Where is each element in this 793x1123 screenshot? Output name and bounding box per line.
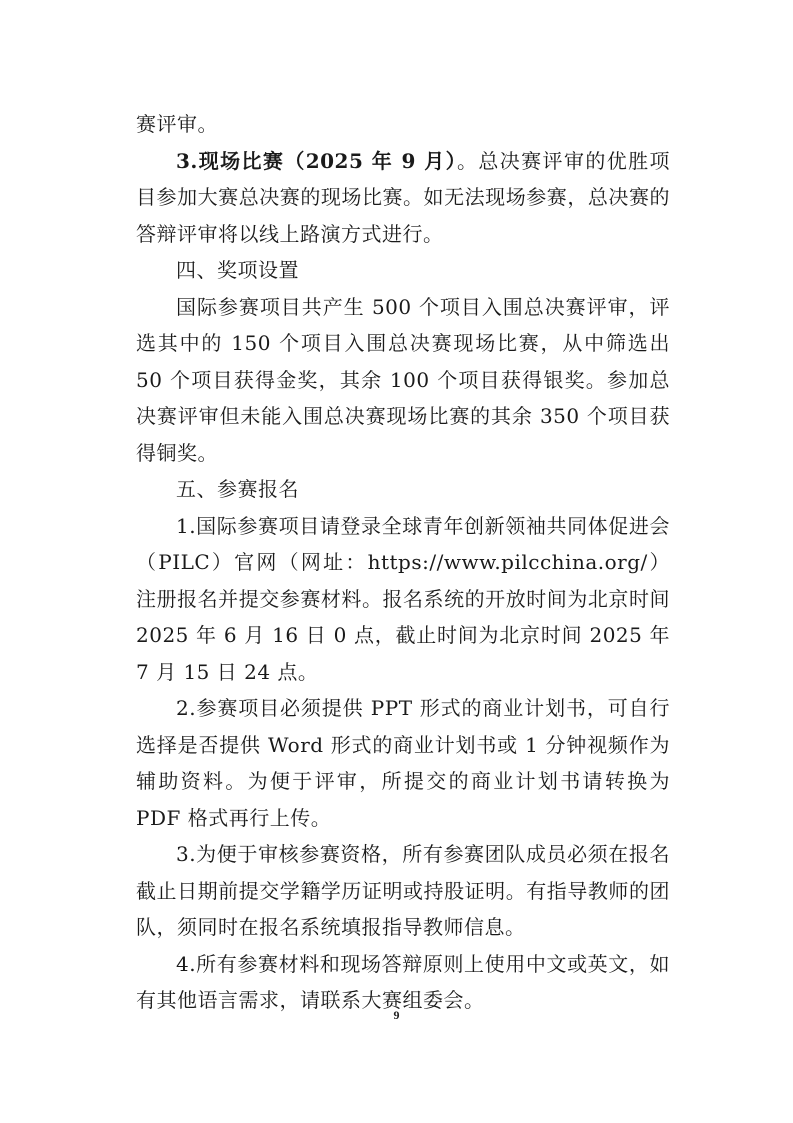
paragraph-awards: 国际参赛项目共产生 500 个项目入围总决赛评审，评选其中的 150 个项目入围总决赛现场比赛，从中筛选出 50 个项目获得金奖，其余 100 个项目获得银奖。参加总决赛评审但未能入围总决赛现场比赛的其余 350 个项目获得铜奖。 xyxy=(136,294,670,465)
paragraph-continuation: 赛评审。 xyxy=(136,112,218,136)
paragraph-body-text: 。总决赛评审的优胜项目参加大赛总决赛的现场比赛。如无法现场参赛，总决赛的答辩评审将以线上路演方式进行。 xyxy=(136,148,670,246)
paragraph-lead: 3.现场比赛（2025 年 9 月） xyxy=(176,148,457,173)
paragraph-registration-2: 2.参赛项目必须提供 PPT 形式的商业计划书，可自行选择是否提供 Word 形式的商业计划书或 1 分钟视频作为辅助资料。为便于评审，所提交的商业计划书请转换为 PDF 格式再行上传。 xyxy=(136,696,670,830)
paragraph-registration-4: 4.所有参赛材料和现场答辩原则上使用中文或英文，如有其他语言需求，请联系大赛组委会。 xyxy=(136,951,670,1012)
paragraph-live-competition xyxy=(136,143,670,253)
paragraph-registration-1: 1.国际参赛项目请登录全球青年创新领袖共同体促进会（PILC）官网（网址：https://www.pilcchina.org/）注册报名并提交参赛材料。报名系统的开放时间为北京时间 2025 年 6 月 16 日 0 点，截止时间为北京时间 2025 年 7 月 15 日 24 点。 xyxy=(136,513,670,684)
document-body xyxy=(136,106,670,1019)
section-heading-awards: 四、奖项设置 xyxy=(176,258,299,282)
page-number: 9 xyxy=(393,1008,400,1022)
paragraph-registration-3: 3.为便于审核参赛资格，所有参赛团队成员必须在报名截止日期前提交学籍学历证明或持股证明。有指导教师的团队，须同时在报名系统填报指导教师信息。 xyxy=(136,842,670,939)
section-heading-registration: 五、参赛报名 xyxy=(176,477,299,501)
